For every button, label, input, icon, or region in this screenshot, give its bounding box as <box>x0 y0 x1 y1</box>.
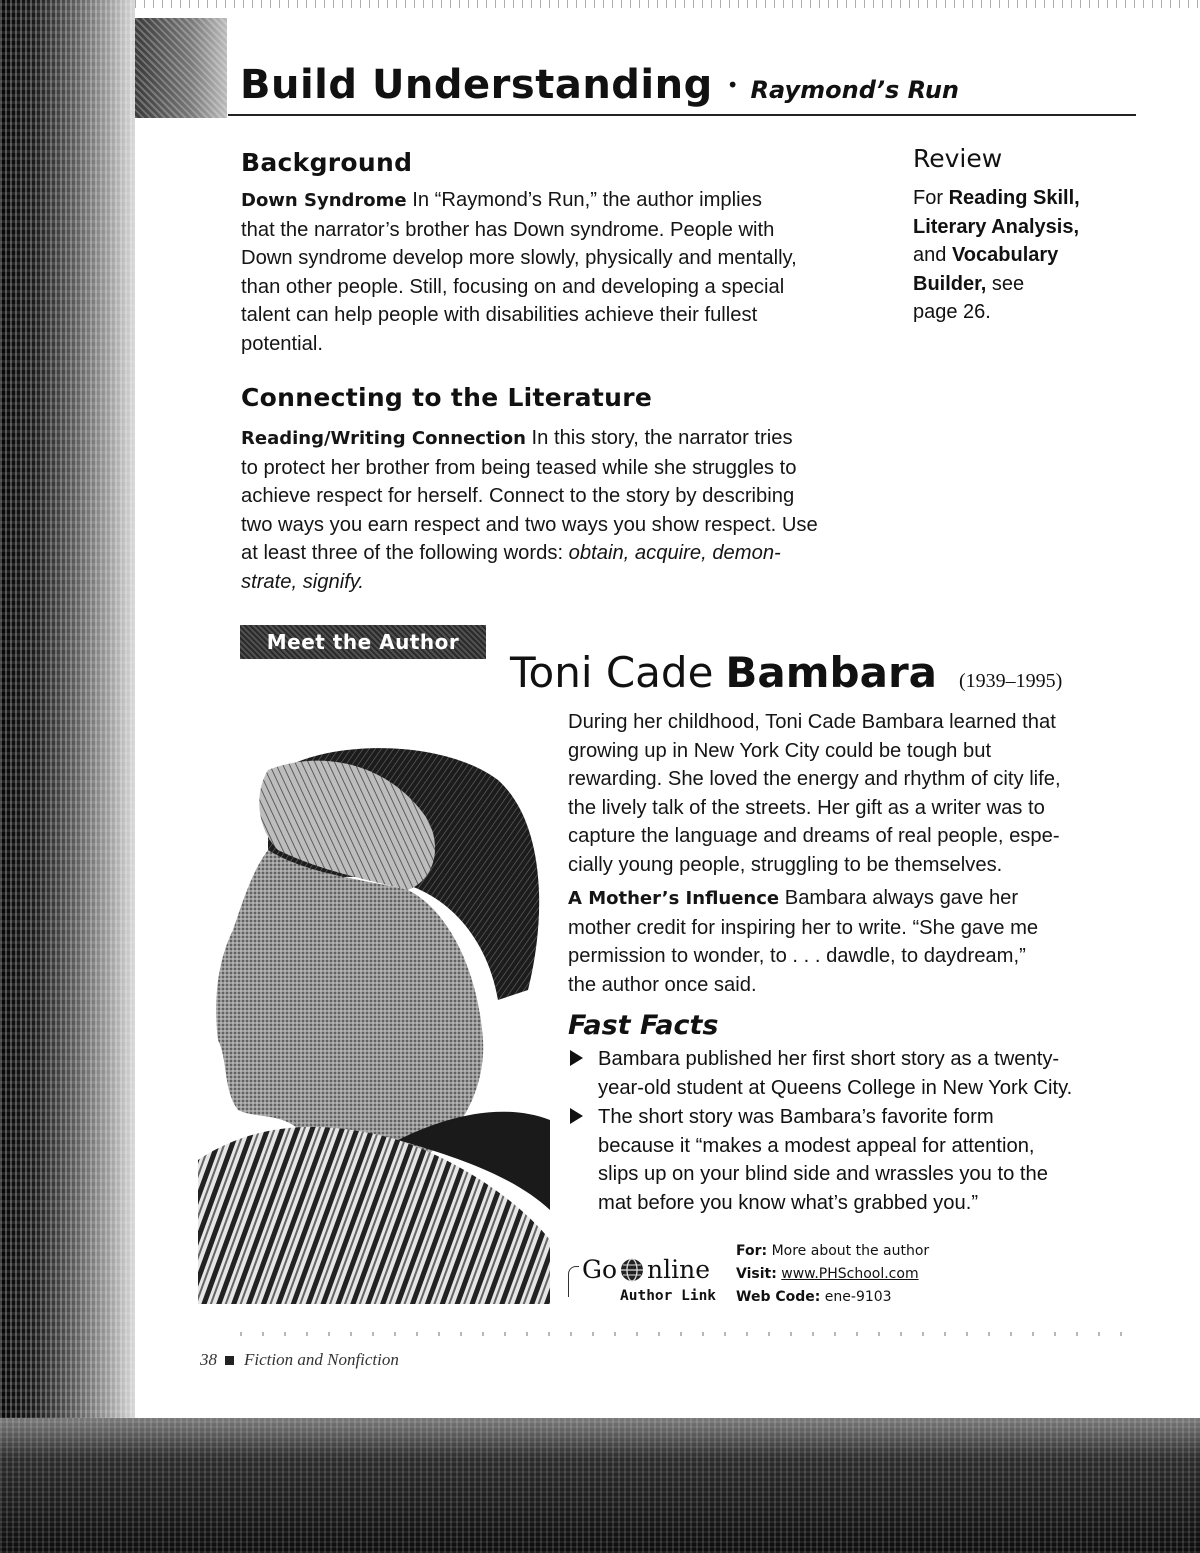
vocab-words: obtain, acquire, demon- <box>568 542 781 565</box>
author-name-row <box>510 648 1130 708</box>
connecting-line: to protect her brother from being teased while she struggles to <box>241 456 797 479</box>
divider-dots <box>240 1332 1140 1336</box>
web-info <box>736 1240 929 1309</box>
review-page-ref: page 26. <box>913 301 991 324</box>
page-footer <box>200 1350 399 1370</box>
scan-binding-shadow <box>0 0 135 1553</box>
bio-line: cially young people, struggling to be themselves. <box>568 853 1003 876</box>
review-builder: Builder, <box>913 272 987 295</box>
review-analysis: Literary Analysis, <box>913 215 1080 238</box>
for-label: For: <box>736 1243 768 1259</box>
web-code-value: ene-9103 <box>824 1289 892 1305</box>
author-first-name: Toni Cade <box>510 648 714 697</box>
fact-line: because it “makes a modest appeal for attention, <box>598 1134 1035 1157</box>
visit-link[interactable]: www.PHSchool.com <box>781 1266 919 1282</box>
connecting-line: achieve respect for herself. Connect to the story by describing <box>241 485 795 508</box>
author-last-name: Bambara <box>725 648 938 697</box>
review-heading: Review <box>913 144 1003 173</box>
connecting-paragraph <box>241 424 881 597</box>
globe-icon <box>619 1257 645 1283</box>
connecting-line: at least three of the following words: <box>241 542 569 565</box>
visit-label: Visit: <box>736 1266 777 1282</box>
scan-bottom-shadow <box>0 1418 1200 1553</box>
author-link-label[interactable]: Author Link <box>620 1288 717 1304</box>
background-paragraph <box>241 186 881 359</box>
go-online-logo <box>582 1255 710 1284</box>
background-heading: Background <box>241 148 413 177</box>
triangle-bullet-icon <box>570 1050 583 1066</box>
background-lead: Down Syndrome <box>241 190 407 211</box>
review-text-part: For <box>913 187 949 209</box>
connecting-lead: Reading/Writing Connection <box>241 428 526 449</box>
story-title: Raymond’s Run <box>750 76 959 104</box>
background-line: than other people. Still, focusing on and developing a special <box>241 275 785 298</box>
fact-line: Bambara published her first short story as a twenty- <box>598 1048 1060 1070</box>
author-dates: (1939–1995) <box>959 670 1063 692</box>
vocab-words: strate, signify. <box>241 570 365 593</box>
header-rule <box>228 114 1136 116</box>
review-skill: Reading Skill, <box>948 187 1080 209</box>
review-vocab: Vocabulary <box>951 244 1059 267</box>
page-header <box>240 62 1140 118</box>
mother-influence <box>568 884 1113 999</box>
fact-line: The short story was Bambara’s favorite form <box>598 1106 994 1128</box>
square-icon <box>225 1356 234 1365</box>
for-value: More about the author <box>771 1243 930 1259</box>
nline-text: nline <box>647 1255 711 1284</box>
review-text-part: see <box>986 272 1025 295</box>
scan-noise-top <box>0 0 1200 8</box>
author-bio <box>568 708 1113 880</box>
bio-line: growing up in New York City could be tough but <box>568 739 992 762</box>
connecting-line: In this story, the narrator tries <box>531 427 793 449</box>
author-portrait <box>198 740 550 1304</box>
fast-facts-heading: Fast Facts <box>568 1010 719 1041</box>
header-accent-block <box>135 18 227 118</box>
fact-line: mat before you know what’s grabbed you.” <box>598 1191 979 1214</box>
meet-the-author-badge: Meet the Author <box>240 625 486 659</box>
background-line: In “Raymond’s Run,” the author implies <box>412 189 762 211</box>
page-title: Build Understanding <box>240 62 713 108</box>
background-line: that the narrator’s brother has Down syndrome. People with <box>241 218 775 241</box>
go-online-bracket <box>568 1266 579 1297</box>
connecting-heading: Connecting to the Literature <box>241 383 653 412</box>
influence-line: Bambara always gave her <box>784 887 1019 909</box>
influence-line: mother credit for inspiring her to write. “She gave me <box>568 916 1039 939</box>
bio-line: the lively talk of the streets. Her gift as a writer was to <box>568 796 1045 819</box>
influence-line: permission to wonder, to . . . dawdle, to daydream,” <box>568 945 1026 968</box>
triangle-bullet-icon <box>570 1108 583 1124</box>
review-text <box>913 184 1133 327</box>
bio-line: capture the language and dreams of real people, espe- <box>568 825 1060 848</box>
fact-line: year-old student at Queens College in New York City. <box>598 1076 1073 1099</box>
fact-line: slips up on your blind side and wrassles you to the <box>598 1163 1048 1186</box>
review-text-part: and <box>913 244 952 267</box>
background-line: talent can help people with disabilities achieve their fullest <box>241 304 758 327</box>
page-number: 38 <box>200 1350 217 1369</box>
background-line: potential. <box>241 332 323 355</box>
influence-line: the author once said. <box>568 973 757 996</box>
title-bullet: • <box>726 73 739 97</box>
influence-lead: A Mother’s Influence <box>568 888 780 909</box>
background-line: Down syndrome develop more slowly, physically and mentally, <box>241 247 797 270</box>
go-text: Go <box>582 1255 618 1284</box>
web-code-label: Web Code: <box>736 1289 821 1305</box>
fast-fact-item <box>568 1103 1108 1217</box>
book-title: Fiction and Nonfiction <box>244 1350 399 1369</box>
connecting-line: two ways you earn respect and two ways you show respect. Use <box>241 513 818 536</box>
fast-fact-item <box>568 1045 1108 1102</box>
bio-line: During her childhood, Toni Cade Bambara learned that <box>568 711 1056 733</box>
bio-line: rewarding. She loved the energy and rhythm of city life, <box>568 768 1061 791</box>
